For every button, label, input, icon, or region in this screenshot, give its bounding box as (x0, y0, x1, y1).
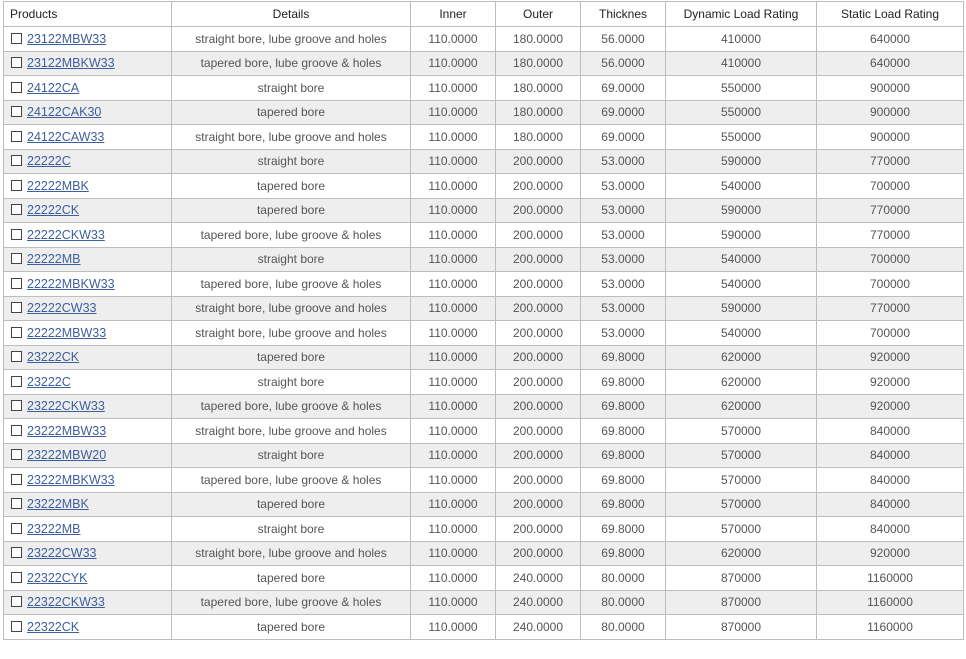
product-link[interactable]: 24122CAW33 (27, 129, 105, 144)
table-row (4, 247, 964, 272)
products-table-container (3, 1, 963, 640)
row-select-checkbox[interactable] (11, 474, 22, 485)
row-select-checkbox[interactable] (11, 57, 22, 68)
dynamic-load-cell: 620000 (666, 345, 817, 370)
inner-cell: 110.0000 (411, 566, 496, 591)
inner-cell: 110.0000 (411, 541, 496, 566)
static-load-cell: 1160000 (817, 590, 964, 615)
table-body (4, 27, 964, 640)
outer-cell: 180.0000 (496, 100, 581, 125)
product-link[interactable]: 22322CKW33 (27, 595, 105, 610)
dynamic-load-cell: 590000 (666, 149, 817, 174)
inner-cell: 110.0000 (411, 100, 496, 125)
product-link[interactable]: 22322CK (27, 619, 80, 634)
inner-cell: 110.0000 (411, 27, 496, 52)
details-cell: tapered bore (172, 174, 411, 199)
thickness-cell: 53.0000 (581, 272, 666, 297)
product-cell (4, 174, 172, 199)
thickness-cell: 53.0000 (581, 321, 666, 346)
product-cell (4, 247, 172, 272)
thickness-cell: 69.0000 (581, 125, 666, 150)
inner-cell: 110.0000 (411, 394, 496, 419)
product-cell (4, 370, 172, 395)
inner-cell: 110.0000 (411, 125, 496, 150)
outer-cell: 240.0000 (496, 615, 581, 640)
details-cell: straight bore, lube groove and holes (172, 125, 411, 150)
table-row (4, 517, 964, 542)
column-header-outer[interactable]: Outer (496, 2, 581, 27)
details-cell: straight bore (172, 247, 411, 272)
thickness-cell: 69.8000 (581, 517, 666, 542)
static-load-cell: 640000 (817, 27, 964, 52)
details-cell: tapered bore, lube groove & holes (172, 223, 411, 248)
inner-cell: 110.0000 (411, 223, 496, 248)
row-select-checkbox[interactable] (11, 302, 22, 313)
table-row (4, 492, 964, 517)
product-link[interactable]: 23222MBW20 (27, 448, 107, 463)
product-cell (4, 296, 172, 321)
outer-cell: 240.0000 (496, 590, 581, 615)
dynamic-load-cell: 570000 (666, 517, 817, 542)
static-load-cell: 840000 (817, 419, 964, 444)
product-link[interactable]: 22322CYK (27, 570, 88, 585)
static-load-cell: 900000 (817, 100, 964, 125)
inner-cell: 110.0000 (411, 149, 496, 174)
dynamic-load-cell: 590000 (666, 223, 817, 248)
product-cell (4, 27, 172, 52)
row-select-checkbox[interactable] (11, 253, 22, 264)
inner-cell: 110.0000 (411, 590, 496, 615)
table-row (4, 198, 964, 223)
outer-cell: 200.0000 (496, 443, 581, 468)
static-load-cell: 840000 (817, 443, 964, 468)
product-link[interactable]: 22222MBK (27, 178, 89, 193)
static-load-cell: 700000 (817, 247, 964, 272)
static-load-cell: 920000 (817, 370, 964, 395)
dynamic-load-cell: 410000 (666, 51, 817, 76)
details-cell: tapered bore (172, 100, 411, 125)
dynamic-load-cell: 870000 (666, 615, 817, 640)
thickness-cell: 69.8000 (581, 492, 666, 517)
product-link[interactable]: 23122MBW33 (27, 31, 107, 46)
product-link[interactable]: 22222MBKW33 (27, 276, 115, 291)
product-cell (4, 492, 172, 517)
table-row (4, 566, 964, 591)
product-link[interactable]: 23222MB (27, 521, 81, 536)
dynamic-load-cell: 540000 (666, 247, 817, 272)
static-load-cell: 700000 (817, 272, 964, 297)
outer-cell: 200.0000 (496, 223, 581, 248)
outer-cell: 200.0000 (496, 370, 581, 395)
outer-cell: 200.0000 (496, 468, 581, 493)
product-cell (4, 76, 172, 101)
product-cell (4, 419, 172, 444)
dynamic-load-cell: 570000 (666, 443, 817, 468)
thickness-cell: 56.0000 (581, 27, 666, 52)
static-load-cell: 920000 (817, 345, 964, 370)
column-header-static-load-rating[interactable]: Static Load Rating (817, 2, 964, 27)
details-cell: tapered bore, lube groove & holes (172, 272, 411, 297)
thickness-cell: 69.8000 (581, 370, 666, 395)
column-header-products[interactable]: Products (4, 2, 172, 27)
product-cell (4, 541, 172, 566)
table-row (4, 174, 964, 199)
table-row (4, 541, 964, 566)
table-row (4, 615, 964, 640)
static-load-cell: 840000 (817, 468, 964, 493)
details-cell: straight bore (172, 443, 411, 468)
details-cell: tapered bore (172, 492, 411, 517)
row-select-checkbox[interactable] (11, 131, 22, 142)
product-cell (4, 198, 172, 223)
outer-cell: 200.0000 (496, 419, 581, 444)
product-link[interactable]: 22222CKW33 (27, 227, 105, 242)
static-load-cell: 770000 (817, 296, 964, 321)
thickness-cell: 53.0000 (581, 149, 666, 174)
static-load-cell: 920000 (817, 541, 964, 566)
product-link[interactable]: 22222CK (27, 203, 80, 218)
details-cell: straight bore, lube groove and holes (172, 27, 411, 52)
column-header-dynamic-load-rating[interactable]: Dynamic Load Rating (666, 2, 817, 27)
details-cell: straight bore (172, 76, 411, 101)
dynamic-load-cell: 550000 (666, 76, 817, 101)
row-select-checkbox[interactable] (11, 449, 22, 460)
table-row (4, 370, 964, 395)
outer-cell: 180.0000 (496, 76, 581, 101)
row-select-checkbox[interactable] (11, 523, 22, 534)
dynamic-load-cell: 620000 (666, 370, 817, 395)
dynamic-load-cell: 570000 (666, 468, 817, 493)
table-row (4, 468, 964, 493)
inner-cell: 110.0000 (411, 345, 496, 370)
thickness-cell: 69.8000 (581, 394, 666, 419)
table-row (4, 590, 964, 615)
dynamic-load-cell: 620000 (666, 394, 817, 419)
inner-cell: 110.0000 (411, 296, 496, 321)
dynamic-load-cell: 870000 (666, 590, 817, 615)
thickness-cell: 53.0000 (581, 247, 666, 272)
outer-cell: 200.0000 (496, 541, 581, 566)
thickness-cell: 69.8000 (581, 468, 666, 493)
product-cell (4, 149, 172, 174)
row-select-checkbox[interactable] (11, 498, 22, 509)
dynamic-load-cell: 550000 (666, 100, 817, 125)
static-load-cell: 1160000 (817, 566, 964, 591)
outer-cell: 200.0000 (496, 272, 581, 297)
table-row (4, 27, 964, 52)
outer-cell: 200.0000 (496, 198, 581, 223)
product-cell (4, 443, 172, 468)
details-cell: straight bore, lube groove and holes (172, 296, 411, 321)
column-header-details[interactable]: Details (172, 2, 411, 27)
row-select-checkbox[interactable] (11, 572, 22, 583)
dynamic-load-cell: 540000 (666, 321, 817, 346)
table-row (4, 419, 964, 444)
table-row (4, 51, 964, 76)
static-load-cell: 1160000 (817, 615, 964, 640)
dynamic-load-cell: 410000 (666, 27, 817, 52)
product-link[interactable]: 23222CK (27, 350, 80, 365)
row-select-checkbox[interactable] (11, 278, 22, 289)
product-link[interactable]: 23122MBKW33 (27, 56, 115, 71)
inner-cell: 110.0000 (411, 51, 496, 76)
column-header-inner[interactable]: Inner (411, 2, 496, 27)
dynamic-load-cell: 550000 (666, 125, 817, 150)
static-load-cell: 920000 (817, 394, 964, 419)
product-cell (4, 321, 172, 346)
product-cell (4, 125, 172, 150)
static-load-cell: 900000 (817, 76, 964, 101)
thickness-cell: 53.0000 (581, 174, 666, 199)
table-row (4, 149, 964, 174)
product-link[interactable]: 23222CW33 (27, 546, 97, 561)
product-cell (4, 51, 172, 76)
inner-cell: 110.0000 (411, 370, 496, 395)
outer-cell: 180.0000 (496, 51, 581, 76)
details-cell: tapered bore (172, 345, 411, 370)
dynamic-load-cell: 540000 (666, 272, 817, 297)
outer-cell: 200.0000 (496, 394, 581, 419)
inner-cell: 110.0000 (411, 272, 496, 297)
static-load-cell: 700000 (817, 321, 964, 346)
row-select-checkbox[interactable] (11, 82, 22, 93)
static-load-cell: 900000 (817, 125, 964, 150)
details-cell: straight bore, lube groove and holes (172, 321, 411, 346)
static-load-cell: 770000 (817, 223, 964, 248)
outer-cell: 180.0000 (496, 125, 581, 150)
dynamic-load-cell: 870000 (666, 566, 817, 591)
product-link[interactable]: 24122CA (27, 80, 80, 95)
thickness-cell: 53.0000 (581, 223, 666, 248)
static-load-cell: 770000 (817, 149, 964, 174)
product-cell (4, 345, 172, 370)
product-link[interactable]: 23222MBW33 (27, 423, 107, 438)
details-cell: straight bore, lube groove and holes (172, 419, 411, 444)
row-select-checkbox[interactable] (11, 155, 22, 166)
product-cell (4, 394, 172, 419)
product-cell (4, 566, 172, 591)
table-row (4, 321, 964, 346)
row-select-checkbox[interactable] (11, 621, 22, 632)
details-cell: tapered bore (172, 198, 411, 223)
product-cell (4, 468, 172, 493)
static-load-cell: 770000 (817, 198, 964, 223)
thickness-cell: 69.8000 (581, 443, 666, 468)
thickness-cell: 80.0000 (581, 615, 666, 640)
details-cell: tapered bore, lube groove & holes (172, 468, 411, 493)
row-select-checkbox[interactable] (11, 106, 22, 117)
table-row (4, 296, 964, 321)
table-row (4, 125, 964, 150)
inner-cell: 110.0000 (411, 321, 496, 346)
thickness-cell: 56.0000 (581, 51, 666, 76)
inner-cell: 110.0000 (411, 468, 496, 493)
outer-cell: 240.0000 (496, 566, 581, 591)
thickness-cell: 69.0000 (581, 100, 666, 125)
dynamic-load-cell: 540000 (666, 174, 817, 199)
table-row (4, 394, 964, 419)
dynamic-load-cell: 620000 (666, 541, 817, 566)
inner-cell: 110.0000 (411, 615, 496, 640)
thickness-cell: 69.8000 (581, 541, 666, 566)
row-select-checkbox[interactable] (11, 180, 22, 191)
outer-cell: 200.0000 (496, 149, 581, 174)
outer-cell: 200.0000 (496, 296, 581, 321)
row-select-checkbox[interactable] (11, 351, 22, 362)
product-cell (4, 517, 172, 542)
outer-cell: 200.0000 (496, 321, 581, 346)
details-cell: straight bore, lube groove and holes (172, 541, 411, 566)
inner-cell: 110.0000 (411, 517, 496, 542)
product-cell (4, 272, 172, 297)
details-cell: straight bore (172, 149, 411, 174)
row-select-checkbox[interactable] (11, 596, 22, 607)
inner-cell: 110.0000 (411, 247, 496, 272)
row-select-checkbox[interactable] (11, 547, 22, 558)
outer-cell: 200.0000 (496, 345, 581, 370)
inner-cell: 110.0000 (411, 443, 496, 468)
product-link[interactable]: 23222C (27, 374, 71, 389)
table-row (4, 223, 964, 248)
static-load-cell: 640000 (817, 51, 964, 76)
details-cell: tapered bore, lube groove & holes (172, 394, 411, 419)
dynamic-load-cell: 570000 (666, 419, 817, 444)
inner-cell: 110.0000 (411, 198, 496, 223)
table-row (4, 345, 964, 370)
row-select-checkbox[interactable] (11, 327, 22, 338)
inner-cell: 110.0000 (411, 492, 496, 517)
row-select-checkbox[interactable] (11, 229, 22, 240)
inner-cell: 110.0000 (411, 76, 496, 101)
outer-cell: 200.0000 (496, 492, 581, 517)
details-cell: straight bore (172, 370, 411, 395)
inner-cell: 110.0000 (411, 419, 496, 444)
product-link[interactable]: 23222MBK (27, 497, 89, 512)
static-load-cell: 700000 (817, 174, 964, 199)
outer-cell: 200.0000 (496, 174, 581, 199)
thickness-cell: 69.8000 (581, 345, 666, 370)
thickness-cell: 69.0000 (581, 76, 666, 101)
thickness-cell: 53.0000 (581, 296, 666, 321)
product-cell (4, 590, 172, 615)
thickness-cell: 69.8000 (581, 419, 666, 444)
column-header-thickness[interactable]: Thicknes (581, 2, 666, 27)
product-cell (4, 223, 172, 248)
static-load-cell: 840000 (817, 492, 964, 517)
product-link[interactable]: 22222MBW33 (27, 325, 107, 340)
thickness-cell: 80.0000 (581, 566, 666, 591)
product-link[interactable]: 22222MB (27, 252, 81, 267)
details-cell: tapered bore, lube groove & holes (172, 590, 411, 615)
table-header-row (4, 2, 964, 27)
outer-cell: 200.0000 (496, 517, 581, 542)
product-link[interactable]: 22222CW33 (27, 301, 97, 316)
static-load-cell: 840000 (817, 517, 964, 542)
outer-cell: 180.0000 (496, 27, 581, 52)
row-select-checkbox[interactable] (11, 425, 22, 436)
row-select-checkbox[interactable] (11, 376, 22, 387)
dynamic-load-cell: 570000 (666, 492, 817, 517)
product-link[interactable]: 24122CAK30 (27, 105, 102, 120)
table-row (4, 100, 964, 125)
table-row (4, 76, 964, 101)
product-link[interactable]: 23222CKW33 (27, 399, 105, 414)
product-link[interactable]: 23222MBKW33 (27, 472, 115, 487)
outer-cell: 200.0000 (496, 247, 581, 272)
products-table (3, 1, 964, 640)
details-cell: tapered bore, lube groove & holes (172, 51, 411, 76)
inner-cell: 110.0000 (411, 174, 496, 199)
thickness-cell: 80.0000 (581, 590, 666, 615)
details-cell: tapered bore (172, 615, 411, 640)
row-select-checkbox[interactable] (11, 33, 22, 44)
thickness-cell: 53.0000 (581, 198, 666, 223)
row-select-checkbox[interactable] (11, 204, 22, 215)
table-row (4, 443, 964, 468)
product-cell (4, 615, 172, 640)
row-select-checkbox[interactable] (11, 400, 22, 411)
product-link[interactable]: 22222C (27, 154, 71, 169)
product-cell (4, 100, 172, 125)
dynamic-load-cell: 590000 (666, 198, 817, 223)
details-cell: straight bore (172, 517, 411, 542)
table-row (4, 272, 964, 297)
dynamic-load-cell: 590000 (666, 296, 817, 321)
details-cell: tapered bore (172, 566, 411, 591)
